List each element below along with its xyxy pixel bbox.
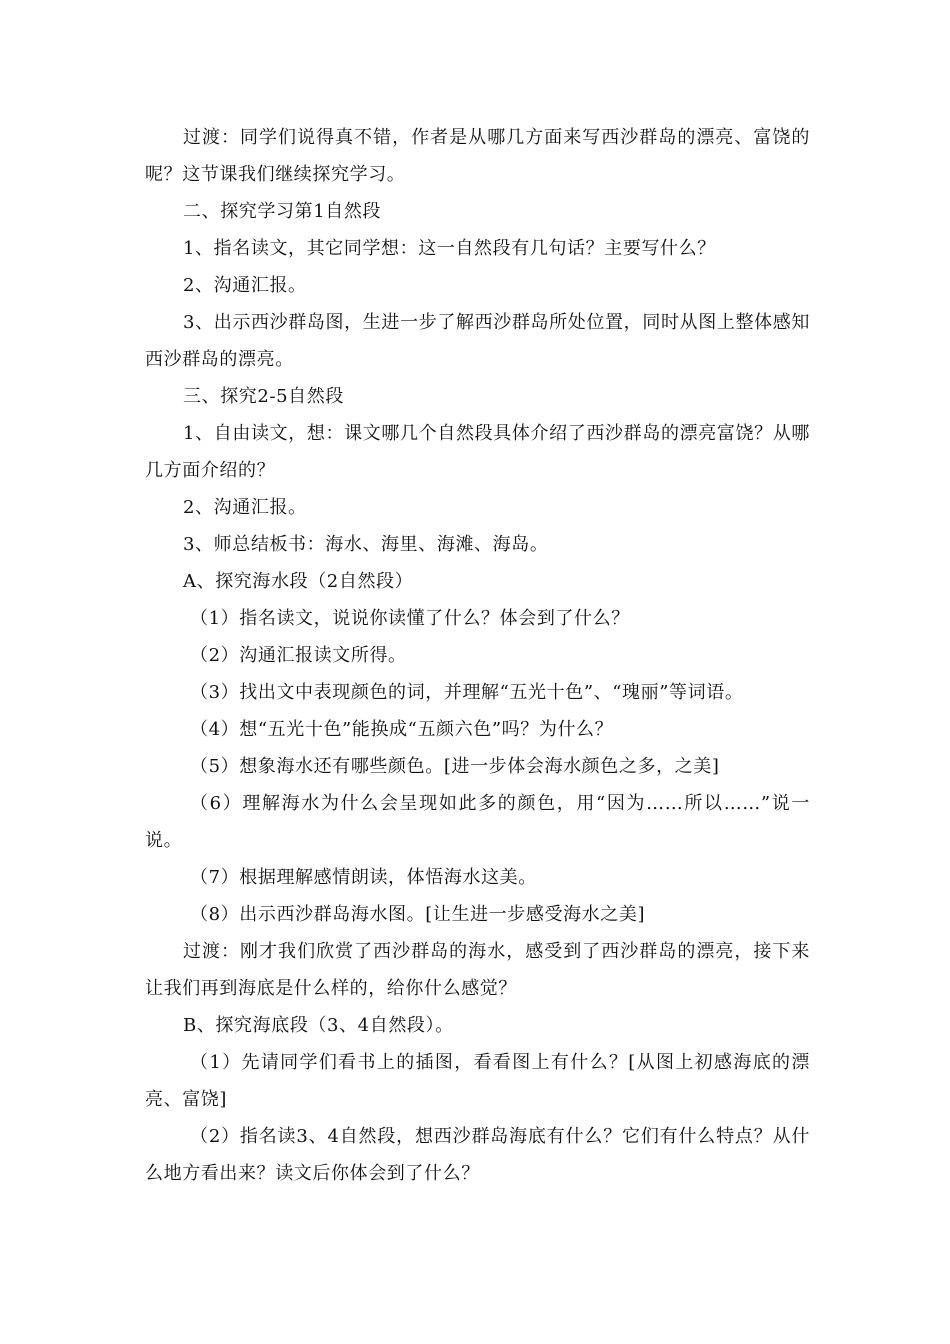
paragraph-item: 2、沟通汇报。 (183, 275, 307, 296)
subsection-heading-b: B、探究海底段（3、4自然段）。 (183, 1015, 454, 1036)
document-body (145, 119, 810, 1192)
paragraph-transition-2: 过渡：刚才我们欣赏了西沙群岛的海水，感受到了西沙群岛的漂亮，接下来让我们再到海底是什么样的，给你什么感觉？ (145, 941, 810, 999)
paragraph-item: 2、沟通汇报。 (183, 497, 307, 518)
paragraph-subitem: （1）先请同学们看书上的插图，看看图上有什么？[从图上初感海底的漂亮、富饶] (145, 1052, 810, 1110)
paragraph-subitem: （2）沟通汇报读文所得。 (190, 645, 407, 666)
subsection-heading-a: A、探究海水段（2自然段） (183, 571, 414, 592)
paragraph-subitem: （2）指名读3、4自然段，想西沙群岛海底有什么？它们有什么特点？从什么地方看出来？读文后你体会到了什么？ (145, 1126, 810, 1184)
section-heading-2: 二、探究学习第1自然段 (183, 201, 382, 222)
paragraph-subitem: （6）理解海水为什么会呈现如此多的颜色，用“因为……所以……”说一说。 (145, 793, 810, 851)
paragraph-subitem: （4）想“五光十色”能换成“五颜六色”吗？为什么？ (190, 719, 614, 740)
paragraph-subitem: （5）想象海水还有哪些颜色。[进一步体会海水颜色之多，之美] (190, 756, 720, 777)
paragraph-subitem: （3）找出文中表现颜色的词，并理解“五光十色”、“瑰丽”等词语。 (190, 682, 744, 703)
paragraph-item: 3、出示西沙群岛图，生进一步了解西沙群岛所处位置，同时从图上整体感知西沙群岛的漂亮。 (145, 312, 810, 370)
section-heading-3: 三、探究2-5自然段 (183, 386, 344, 407)
paragraph-transition-1: 过渡：同学们说得真不错，作者是从哪几方面来写西沙群岛的漂亮、富饶的呢？这节课我们继续探究学习。 (145, 127, 810, 185)
paragraph-subitem: （7）根据理解感情朗读，体悟海水这美。 (190, 867, 537, 888)
paragraph-item: 1、自由读文，想：课文哪几个自然段具体介绍了西沙群岛的漂亮富饶？从哪几方面介绍的？ (145, 423, 810, 481)
paragraph-item: 3、师总结板书：海水、海里、海滩、海岛。 (183, 534, 549, 555)
paragraph-item: 1、指名读文，其它同学想：这一自然段有几句话？主要写什么？ (183, 238, 716, 259)
paragraph-subitem: （8）出示西沙群岛海水图。[让生进一步感受海水之美] (190, 904, 646, 925)
paragraph-subitem: （1）指名读文，说说你读懂了什么？体会到了什么？ (190, 608, 630, 629)
